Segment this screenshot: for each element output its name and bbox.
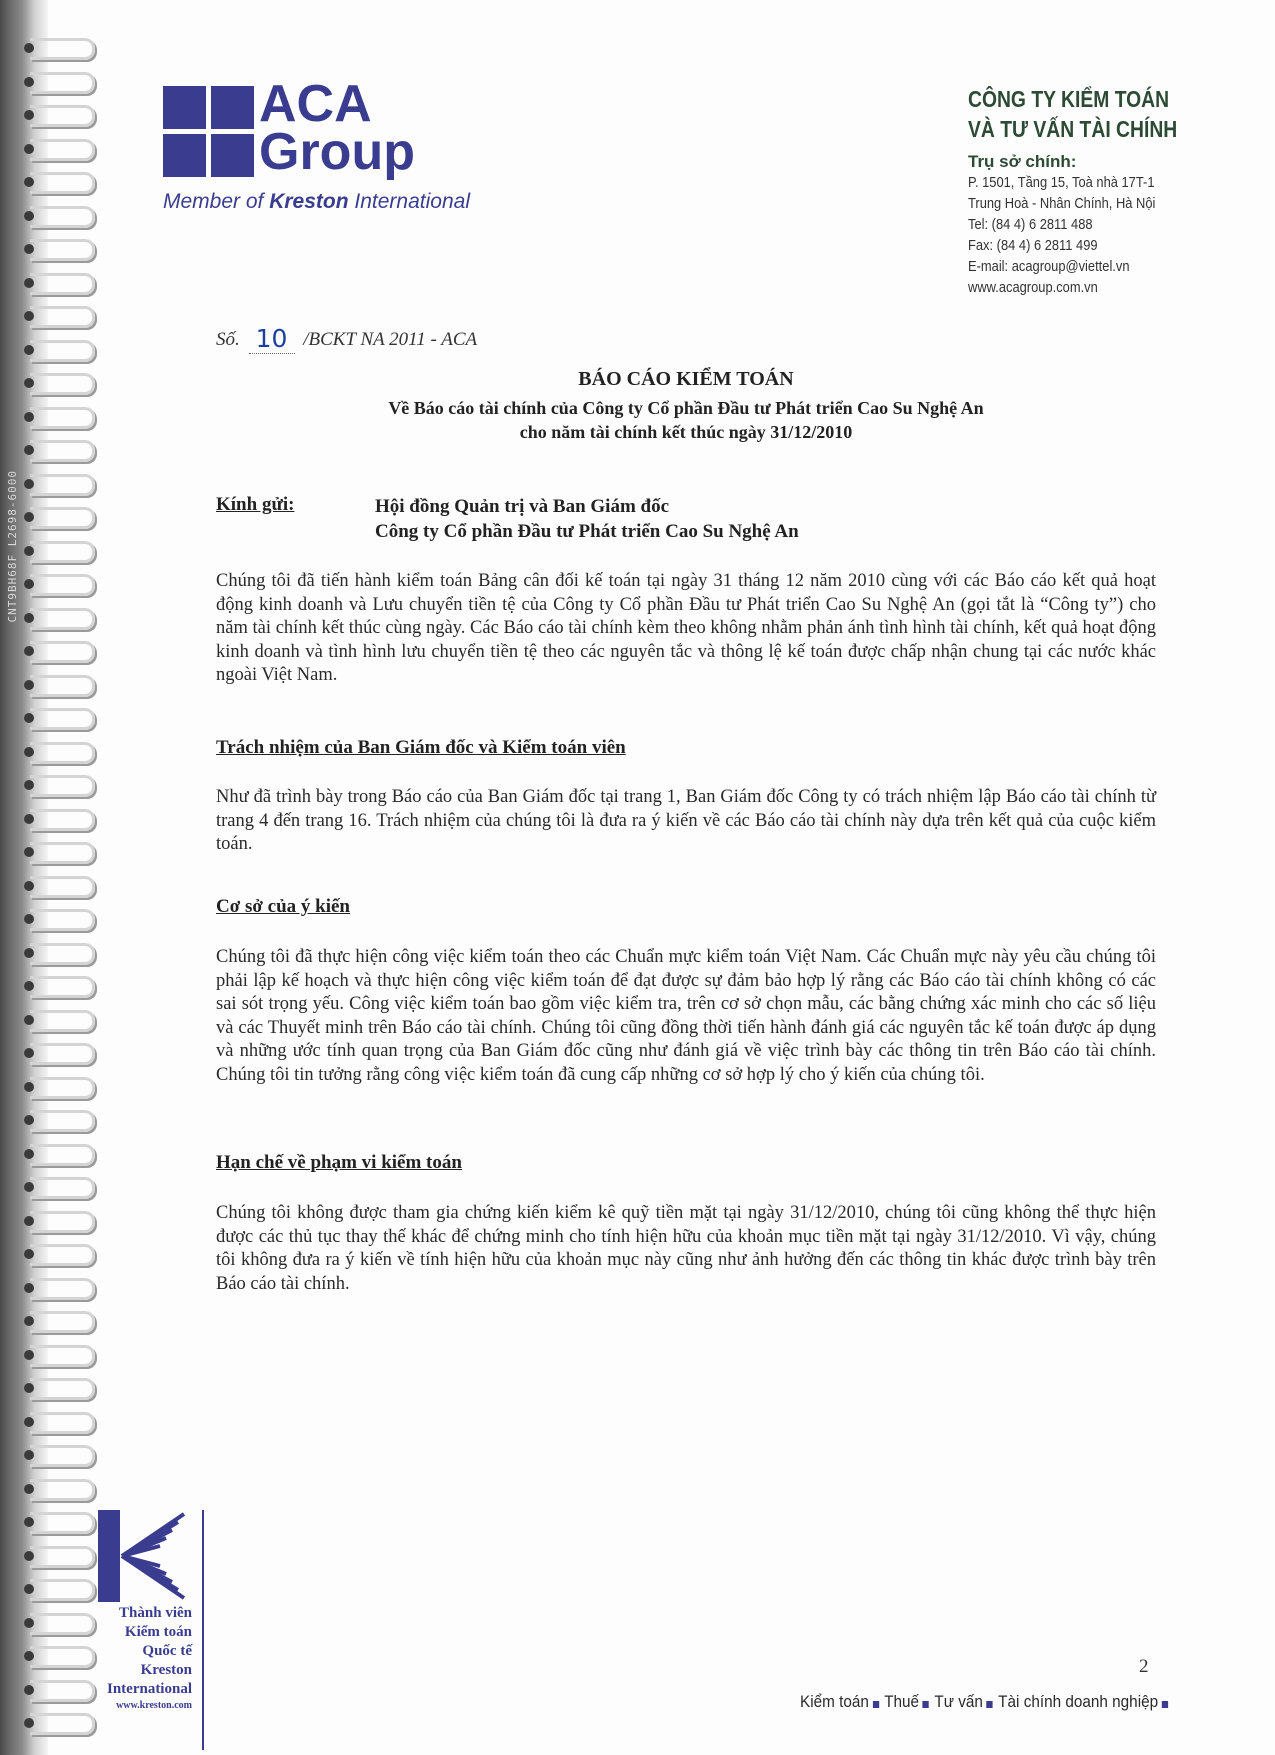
binding-coil xyxy=(30,1680,95,1702)
kreston-url: www.kreston.com xyxy=(116,1700,192,1711)
addressee-line2: Công ty Cổ phần Đầu tư Phát triển Cao Su Nghệ An xyxy=(375,521,799,542)
binding-coil xyxy=(30,574,95,596)
binding-coil xyxy=(30,1010,95,1032)
binding-coil xyxy=(30,943,95,965)
section-body-responsibility: Như đã trình bày trong Báo cáo của Ban Giám đốc tại trang 1, Ban Giám đốc Công ty có trách nhiệm lập Báo cáo tài chính từ trang 4 đến trang 16. Trách nhiệm của chúng tôi là đưa ra ý kiến về các Báo cáo tài chính này dựa trên kết quả của cuộc kiểm toán. xyxy=(216,787,1156,854)
footer-item: Kiểm toán xyxy=(800,1692,869,1711)
binding-coil xyxy=(30,206,95,228)
binding-coil xyxy=(30,876,95,898)
binding-coil xyxy=(30,775,95,797)
binding-coil xyxy=(30,1445,95,1467)
binding-coil xyxy=(30,239,95,261)
addressee-line1: Hội đồng Quản trị và Ban Giám đốc xyxy=(375,496,670,517)
binding-coil xyxy=(30,474,95,496)
report-subtitle-2: cho năm tài chính kết thúc ngày 31/12/2010 xyxy=(519,422,853,442)
binding-coil xyxy=(30,139,95,161)
handwritten-number: 10 xyxy=(249,324,295,354)
binding-coil xyxy=(30,1479,95,1501)
binding-coil xyxy=(30,373,95,395)
report-title-block xyxy=(216,366,1156,444)
section-body-basis: Chúng tôi đã thực hiện công việc kiểm toán theo các Chuẩn mực kiểm toán Việt Nam. Các Chuẩn mực này yêu cầu chúng tôi phải lập kế hoạch và thực hiện công việc kiểm toán để đạt được sự đảm bảo hợp lý rằng các Báo cáo tài chính không có các sai sót trọng yếu. Công việc kiểm toán bao gồm việc kiểm tra, trên cơ sở chọn mẫu, các bằng chứng xác minh cho các số liệu và các Thuyết minh trên Báo cáo tài chính. Chúng tôi cũng đồng thời tiến hành đánh giá các nguyên tắc kế toán được áp dụng và những ước tính quan trọng của Ban Giám đốc cũng như đánh giá về việc trình bày các thông tin trên Báo cáo tài chính. Chúng tôi tin tưởng rằng công việc kiểm toán đã cung cấp những cơ sở hợp lý cho ý kiến của chúng tôi. xyxy=(216,947,1156,1085)
binding-coil xyxy=(30,742,95,764)
binding-coil xyxy=(30,1211,95,1233)
logo-group-text: Group xyxy=(259,123,415,181)
binding-coil xyxy=(30,72,95,94)
company-header xyxy=(968,84,1218,298)
company-email: E-mail: acagroup@viettel.vn xyxy=(968,258,1130,275)
kreston-k-icon xyxy=(98,1510,190,1602)
member-tagline: Member of Kreston International xyxy=(163,190,470,213)
company-website: www.acagroup.com.vn xyxy=(968,279,1098,296)
binding-coil xyxy=(30,1512,95,1534)
binding-coil xyxy=(30,105,95,127)
company-fax: Fax: (84 4) 6 2811 499 xyxy=(968,237,1098,254)
binding-coil xyxy=(30,842,95,864)
binding-coil xyxy=(30,1412,95,1434)
binding-coil xyxy=(30,306,95,328)
company-tel: Tel: (84 4) 6 2811 488 xyxy=(968,216,1093,233)
binding-coil xyxy=(30,273,95,295)
binding-coil xyxy=(30,1110,95,1132)
binding-coil xyxy=(30,541,95,563)
binding-coil xyxy=(30,1244,95,1266)
footer-item: Thuế xyxy=(884,1692,920,1711)
binding-coil xyxy=(30,641,95,663)
binding-coil xyxy=(30,340,95,362)
section-heading-limitation: Hạn chế về phạm vi kiểm toán xyxy=(216,1152,462,1173)
address-line1: P. 1501, Tầng 15, Toà nhà 17T-1 xyxy=(968,174,1155,191)
binding-coil xyxy=(30,976,95,998)
binding-coil xyxy=(30,507,95,529)
binding-coil xyxy=(30,1144,95,1166)
bullet-icon xyxy=(923,1701,929,1708)
binding-coil xyxy=(30,608,95,630)
binding-coil xyxy=(30,1278,95,1300)
binding-coil xyxy=(30,407,95,429)
report-reference: Số. 10 /BCKT NA 2011 - ACA xyxy=(216,324,478,353)
addressee-label: Kính gửi: xyxy=(216,494,295,515)
address-line2: Trung Hoà - Nhân Chính, Hà Nội xyxy=(968,195,1156,212)
binding-coil xyxy=(30,1546,95,1568)
binding-coil xyxy=(30,1043,95,1065)
bullet-icon xyxy=(872,1701,878,1708)
binding-coil xyxy=(30,1613,95,1635)
kreston-divider xyxy=(202,1510,204,1750)
binding-coil xyxy=(30,440,95,462)
binding-coil xyxy=(30,38,95,60)
kreston-member-text: Thành viên Kiểm toán Quốc tế Kreston International www.kreston.com xyxy=(106,1605,192,1711)
section-heading-responsibility: Trách nhiệm của Ban Giám đốc và Kiểm toán viên xyxy=(216,737,626,758)
footer-services xyxy=(800,1692,1173,1712)
binding-coil xyxy=(30,1713,95,1735)
section-body-limitation: Chúng tôi không được tham gia chứng kiến kiểm kê quỹ tiền mặt tại ngày 31/12/2010, chúng tôi cũng không thể thực hiện được các thủ tục thay thế khác để chứng minh cho tính hiện hữu của khoản mục tiền mặt tại ngày 31/12/2010. Vì vậy, chúng tôi không đưa ra ý kiến về tính hiện hữu của khoản mục này cũng như ảnh hưởng đến các thông tin khác được trình bày trên Báo cáo tài chính. xyxy=(216,1203,1156,1294)
company-name-line1: CÔNG TY KIỂM TOÁN xyxy=(968,86,1170,112)
footer-item: Tài chính doanh nghiệp xyxy=(998,1692,1159,1711)
report-title: BÁO CÁO KIỂM TOÁN xyxy=(578,368,794,390)
binding-coil xyxy=(30,1579,95,1601)
hq-label: Trụ sở chính: xyxy=(968,152,1077,171)
binding-coil xyxy=(30,809,95,831)
aca-group-logo xyxy=(163,75,523,216)
footer-item: Tư vấn xyxy=(934,1692,983,1711)
binding-code: CNT9BH68F L2698-6000 xyxy=(6,470,19,623)
company-name-line2: VÀ TƯ VẤN TÀI CHÍNH xyxy=(968,116,1178,142)
page-number: 2 xyxy=(1139,1656,1149,1677)
bullet-icon xyxy=(1162,1701,1168,1708)
bullet-icon xyxy=(986,1701,992,1708)
aca-squares-icon xyxy=(163,86,255,178)
report-subtitle-1: Về Báo cáo tài chính của Công ty Cổ phần Đầu tư Phát triển Cao Su Nghệ An xyxy=(388,398,984,418)
binding-coil xyxy=(30,675,95,697)
section-heading-basis: Cơ sở của ý kiến xyxy=(216,896,351,917)
intro-paragraph: Chúng tôi đã tiến hành kiểm toán Bảng cân đối kế toán tại ngày 31 tháng 12 năm 2010 cùng với các Báo cáo kết quả hoạt động kinh doanh và Lưu chuyển tiền tệ của Công ty Cổ phần Đầu tư Phát triển Cao Su Nghệ An (gọi tắt là “Công ty”) cho năm tài chính kết thúc cùng ngày. Các Báo cáo tài chính kèm theo không nhằm phản ánh tình hình tài chính, kết quả hoạt động kinh doanh và tình hình lưu chuyển tiền tệ theo các nguyên tắc và thông lệ kế toán được chấp nhận chung tại các nước khác ngoài Việt Nam. xyxy=(216,571,1156,685)
binding-coil xyxy=(30,1345,95,1367)
binding-coil xyxy=(30,1646,95,1668)
kreston-logo xyxy=(98,1510,208,1710)
binding-coil xyxy=(30,1077,95,1099)
binding-coil xyxy=(30,1177,95,1199)
logo-aca-text: ACA xyxy=(259,75,372,133)
binding-coil xyxy=(30,708,95,730)
binding-coil xyxy=(30,172,95,194)
binding-coil xyxy=(30,1378,95,1400)
binding-coil xyxy=(30,1311,95,1333)
binding-coil xyxy=(30,909,95,931)
